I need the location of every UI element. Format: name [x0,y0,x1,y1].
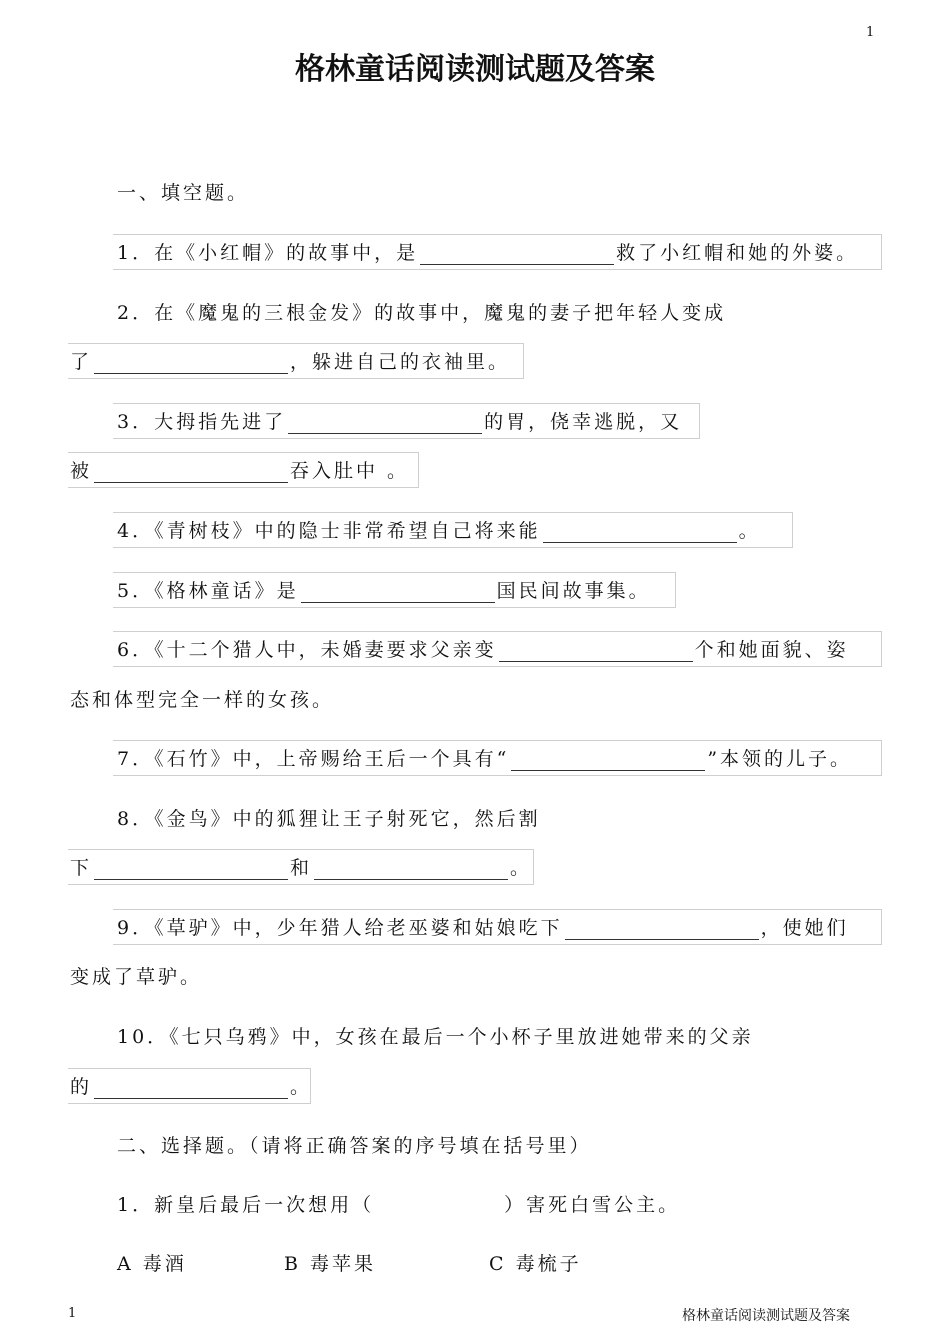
question-8-line2: 下 和 。 [70,857,533,879]
section1-heading: 一、填空题。 [117,182,250,204]
question-10-line1: 10．《七只乌鸦》中，女孩在最后一个小杯子里放进她带来的父亲 [117,1026,754,1048]
question-8-line1: 8．《金鸟》中的狐狸让王子射死它，然后割 [117,808,541,830]
footer-page-number: 1 [68,1306,77,1321]
mc-question-1: 1．新皇后最后一次想用（ ）害死白雪公主。 [117,1194,681,1216]
question-5: 5．《格林童话》是 国民间故事集。 [117,580,651,602]
question-1: 1．在《小红帽》的故事中，是 救了小红帽和她的外婆。 [117,242,859,264]
question-4: 4．《青树枝》中的隐士非常希望自己将来能 。 [117,520,761,542]
blank-9[interactable] [565,917,759,940]
question-9-line1: 9．《草驴》中，少年猎人给老巫婆和姑娘吃下 ，使她们 [117,917,849,939]
blank-8a[interactable] [94,857,288,880]
blank-3b[interactable] [94,460,288,483]
blank-6[interactable] [499,639,693,662]
blank-4[interactable] [543,520,737,543]
blank-7[interactable] [511,748,705,771]
question-9-line2: 变成了草驴。 [70,966,203,988]
blank-3a[interactable] [288,411,482,434]
question-2-line1: 2．在《魔鬼的三根金发》的故事中，魔鬼的妻子把年轻人变成 [117,302,727,324]
document-title: 格林童话阅读测试题及答案 [295,52,655,87]
blank-10[interactable] [94,1076,288,1099]
question-6-line1: 6．《十二个猎人中，未婚妻要求父亲变 个和她面貌、姿 [117,639,849,661]
question-10-line2: 的 。 [70,1076,313,1098]
question-7: 7．《石竹》中，上帝赐给王后一个具有“ ”本领的儿子。 [117,748,853,770]
option-c[interactable]: C 毒梳子 [489,1253,582,1275]
blank-2[interactable] [94,351,288,374]
question-2-line2: 了 ，躲进自己的衣袖里。 [70,351,511,373]
footer-title: 格林童话阅读测试题及答案 [682,1308,850,1324]
blank-1[interactable] [420,242,614,265]
option-a[interactable]: A 毒酒 [117,1253,187,1275]
section2-heading: 二、选择题。（请将正确答案的序号填在括号里） [117,1135,592,1157]
question-6-line2: 态和体型完全一样的女孩。 [70,689,335,711]
question-3-line2: 被 吞入肚中 。 [70,460,410,482]
blank-8b[interactable] [314,857,508,880]
question-3-line1: 3．大拇指先进了 的胃，侥幸逃脱，又 [117,411,683,433]
blank-5[interactable] [301,580,495,603]
page-number-top: 1 [866,25,875,40]
option-b[interactable]: B 毒苹果 [284,1253,377,1275]
